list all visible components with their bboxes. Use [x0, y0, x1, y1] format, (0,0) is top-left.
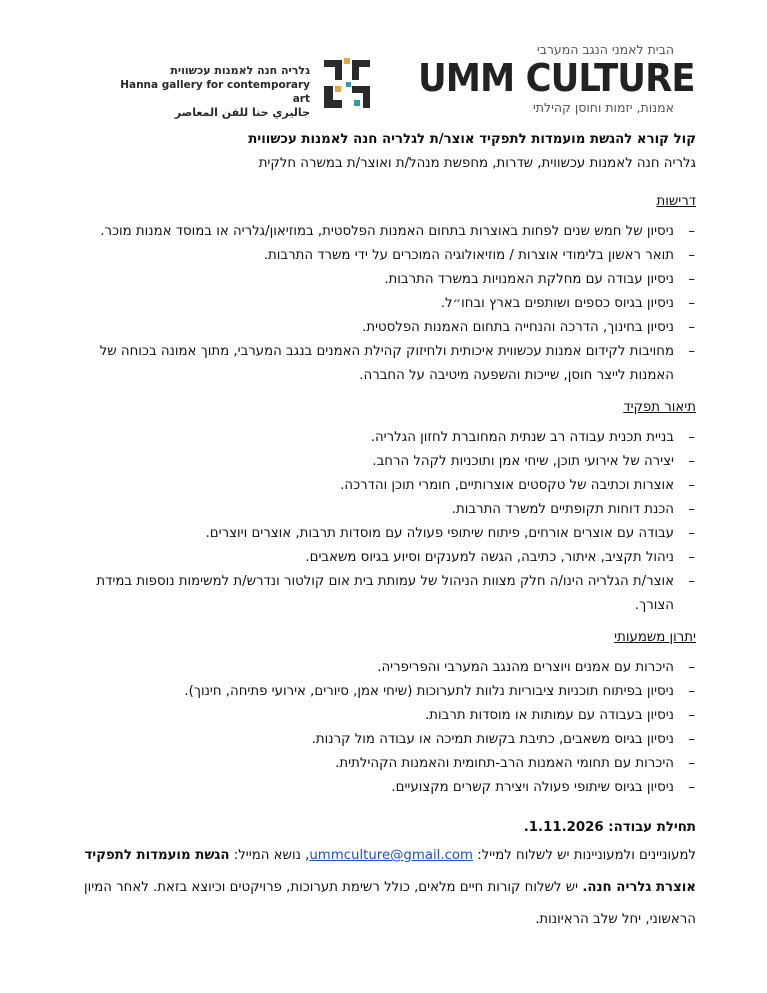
document-subtitle: גלריה חנה לאמנות עכשווית, שדרות, מחפשת מנהל/ת ואוצר/ת במשרה חלקית	[258, 156, 696, 171]
list-item: – ניסיון בגיוס שיתופי פעולה ויצירת קשרים מקצועיים.	[74, 776, 696, 800]
start-date: תחילת עבודה: 1.11.2026.	[523, 820, 696, 835]
hanna-gallery-logo	[114, 52, 378, 119]
list-item: – בניית תכנית עבודה רב שנתית המחוברת לחזון הגלריה.	[74, 426, 696, 450]
list-item: – תואר ראשון בלימודי אוצרות / מוזיאולוגיה המוכרים על ידי משרד התרבות.	[74, 244, 696, 268]
list-item: – היכרות עם תחומי האמנות הרב-תחומית והאמנות הקהילתית.	[74, 752, 696, 776]
list-item: – היכרות עם אמנים ויוצרים מהנגב המערבי והפריפריה.	[74, 656, 696, 680]
list-item: – עבודה עם אוצרים אורחים, פיתוח שיתופי פעולה עם מוסדות תרבות, אוצרים ויוצרים.	[74, 522, 696, 546]
list-item: – ניהול תקציב, איתור, כתיבה, הגשה למענקים וסיוע בגיוס משאבים.	[74, 546, 696, 570]
list-item: – ניסיון בפיתוח תוכניות ציבוריות נלוות לתערוכות (שיחי אמן, סיורים, אירועי פתיחה, חינוך).	[74, 680, 696, 704]
hanna-logo-arabic: جاليري حنا للفن المعاصر	[174, 106, 310, 119]
umm-culture-logo	[418, 38, 695, 118]
list-item: – ניסיון בחינוך, הדרכה והנחייה בתחום האמנות הפלסטית.	[74, 316, 696, 340]
umm-logo-tagline-bottom: אמנות, יזמות וחוסן קהילתי	[532, 100, 674, 115]
section-heading-job-description: תיאור תפקיד	[623, 400, 696, 415]
list-item: – יצירה של אירועי תוכן, שיחי אמן ותוכניות לקהל הרחב.	[74, 450, 696, 474]
list-item: – ניסיון בגיוס משאבים, כתיבת בקשות תמיכה או עבודה מול קרנות.	[74, 728, 696, 752]
hanna-logo-hebrew: גלריה חנה לאמנות עכשווית	[170, 64, 310, 77]
document-title: קול קורא להגשת מועמדות לתפקיד אוצר/ת לגלריה חנה לאמנות עכשווית	[248, 132, 696, 147]
requirements-list	[74, 220, 696, 388]
list-item: – אוצר/ת הגלריה הינו/ה חלק מצוות הניהול של עמותת בית אום קולטור ונדרש/ת למשימות נוספות במידת הצורך.	[74, 570, 696, 618]
section-heading-requirements: דרישות	[656, 194, 696, 209]
email-link[interactable]: ummculture@gmail.com	[309, 848, 473, 863]
email-subject: הגשת מועמדות לתפקיד אוצרת גלריה חנה.	[84, 848, 696, 895]
hanna-logo-english: Hanna gallery for contemporary art	[120, 79, 310, 105]
application-intro: למעוניינים ולמעוניינות יש לשלוח למייל:	[473, 848, 696, 863]
umm-logo-wordmark: UMM CULTURE	[418, 56, 695, 100]
application-instructions	[74, 840, 696, 936]
advantage-list	[74, 656, 696, 800]
job-description-list	[74, 426, 696, 618]
document-body	[74, 128, 696, 936]
umm-logo-tagline-top: הבית לאמני הנגב המערבי	[536, 42, 674, 57]
section-heading-advantage: יתרון משמעותי	[614, 630, 696, 645]
list-item: – אוצרות וכתיבה של טקסטים אוצרותיים, חומרי תוכן והדרכה.	[74, 474, 696, 498]
email-subject-label: , נושא המייל:	[229, 848, 310, 863]
list-item: – ניסיון של חמש שנים לפחות באוצרות בתחום האמנות הפלסטית, במוזיאון/גלריה או במוסד אמנות מוכר.	[74, 220, 696, 244]
list-item: – ניסיון בגיוס כספים ושותפים בארץ ובחו״ל.	[74, 292, 696, 316]
list-item: – ניסיון עבודה עם מחלקת האמנויות במשרד התרבות.	[74, 268, 696, 292]
list-item: – הכנת דוחות תקופתיים למשרד התרבות.	[74, 498, 696, 522]
hanna-mark-icon	[318, 56, 376, 114]
hanna-logo-text	[114, 64, 310, 120]
list-item: – ניסיון בעבודה עם עמותות או מוסדות תרבות.	[74, 704, 696, 728]
list-item: – מחויבות לקידום אמנות עכשווית איכותית ולחיזוק קהילת האמנים בנגב המערבי, מתוך אמונה בכוחה של האמנות לייצר חוסן, שייכות והשפעה מיטיבה על החברה.	[74, 340, 696, 388]
application-details: יש לשלוח קורות חיים מלאים, כולל רשימת תערוכות, פרויקטים וכיוצא בזאת. לאחר המיון הראשוני, יחל שלב הראיונות.	[84, 880, 696, 927]
